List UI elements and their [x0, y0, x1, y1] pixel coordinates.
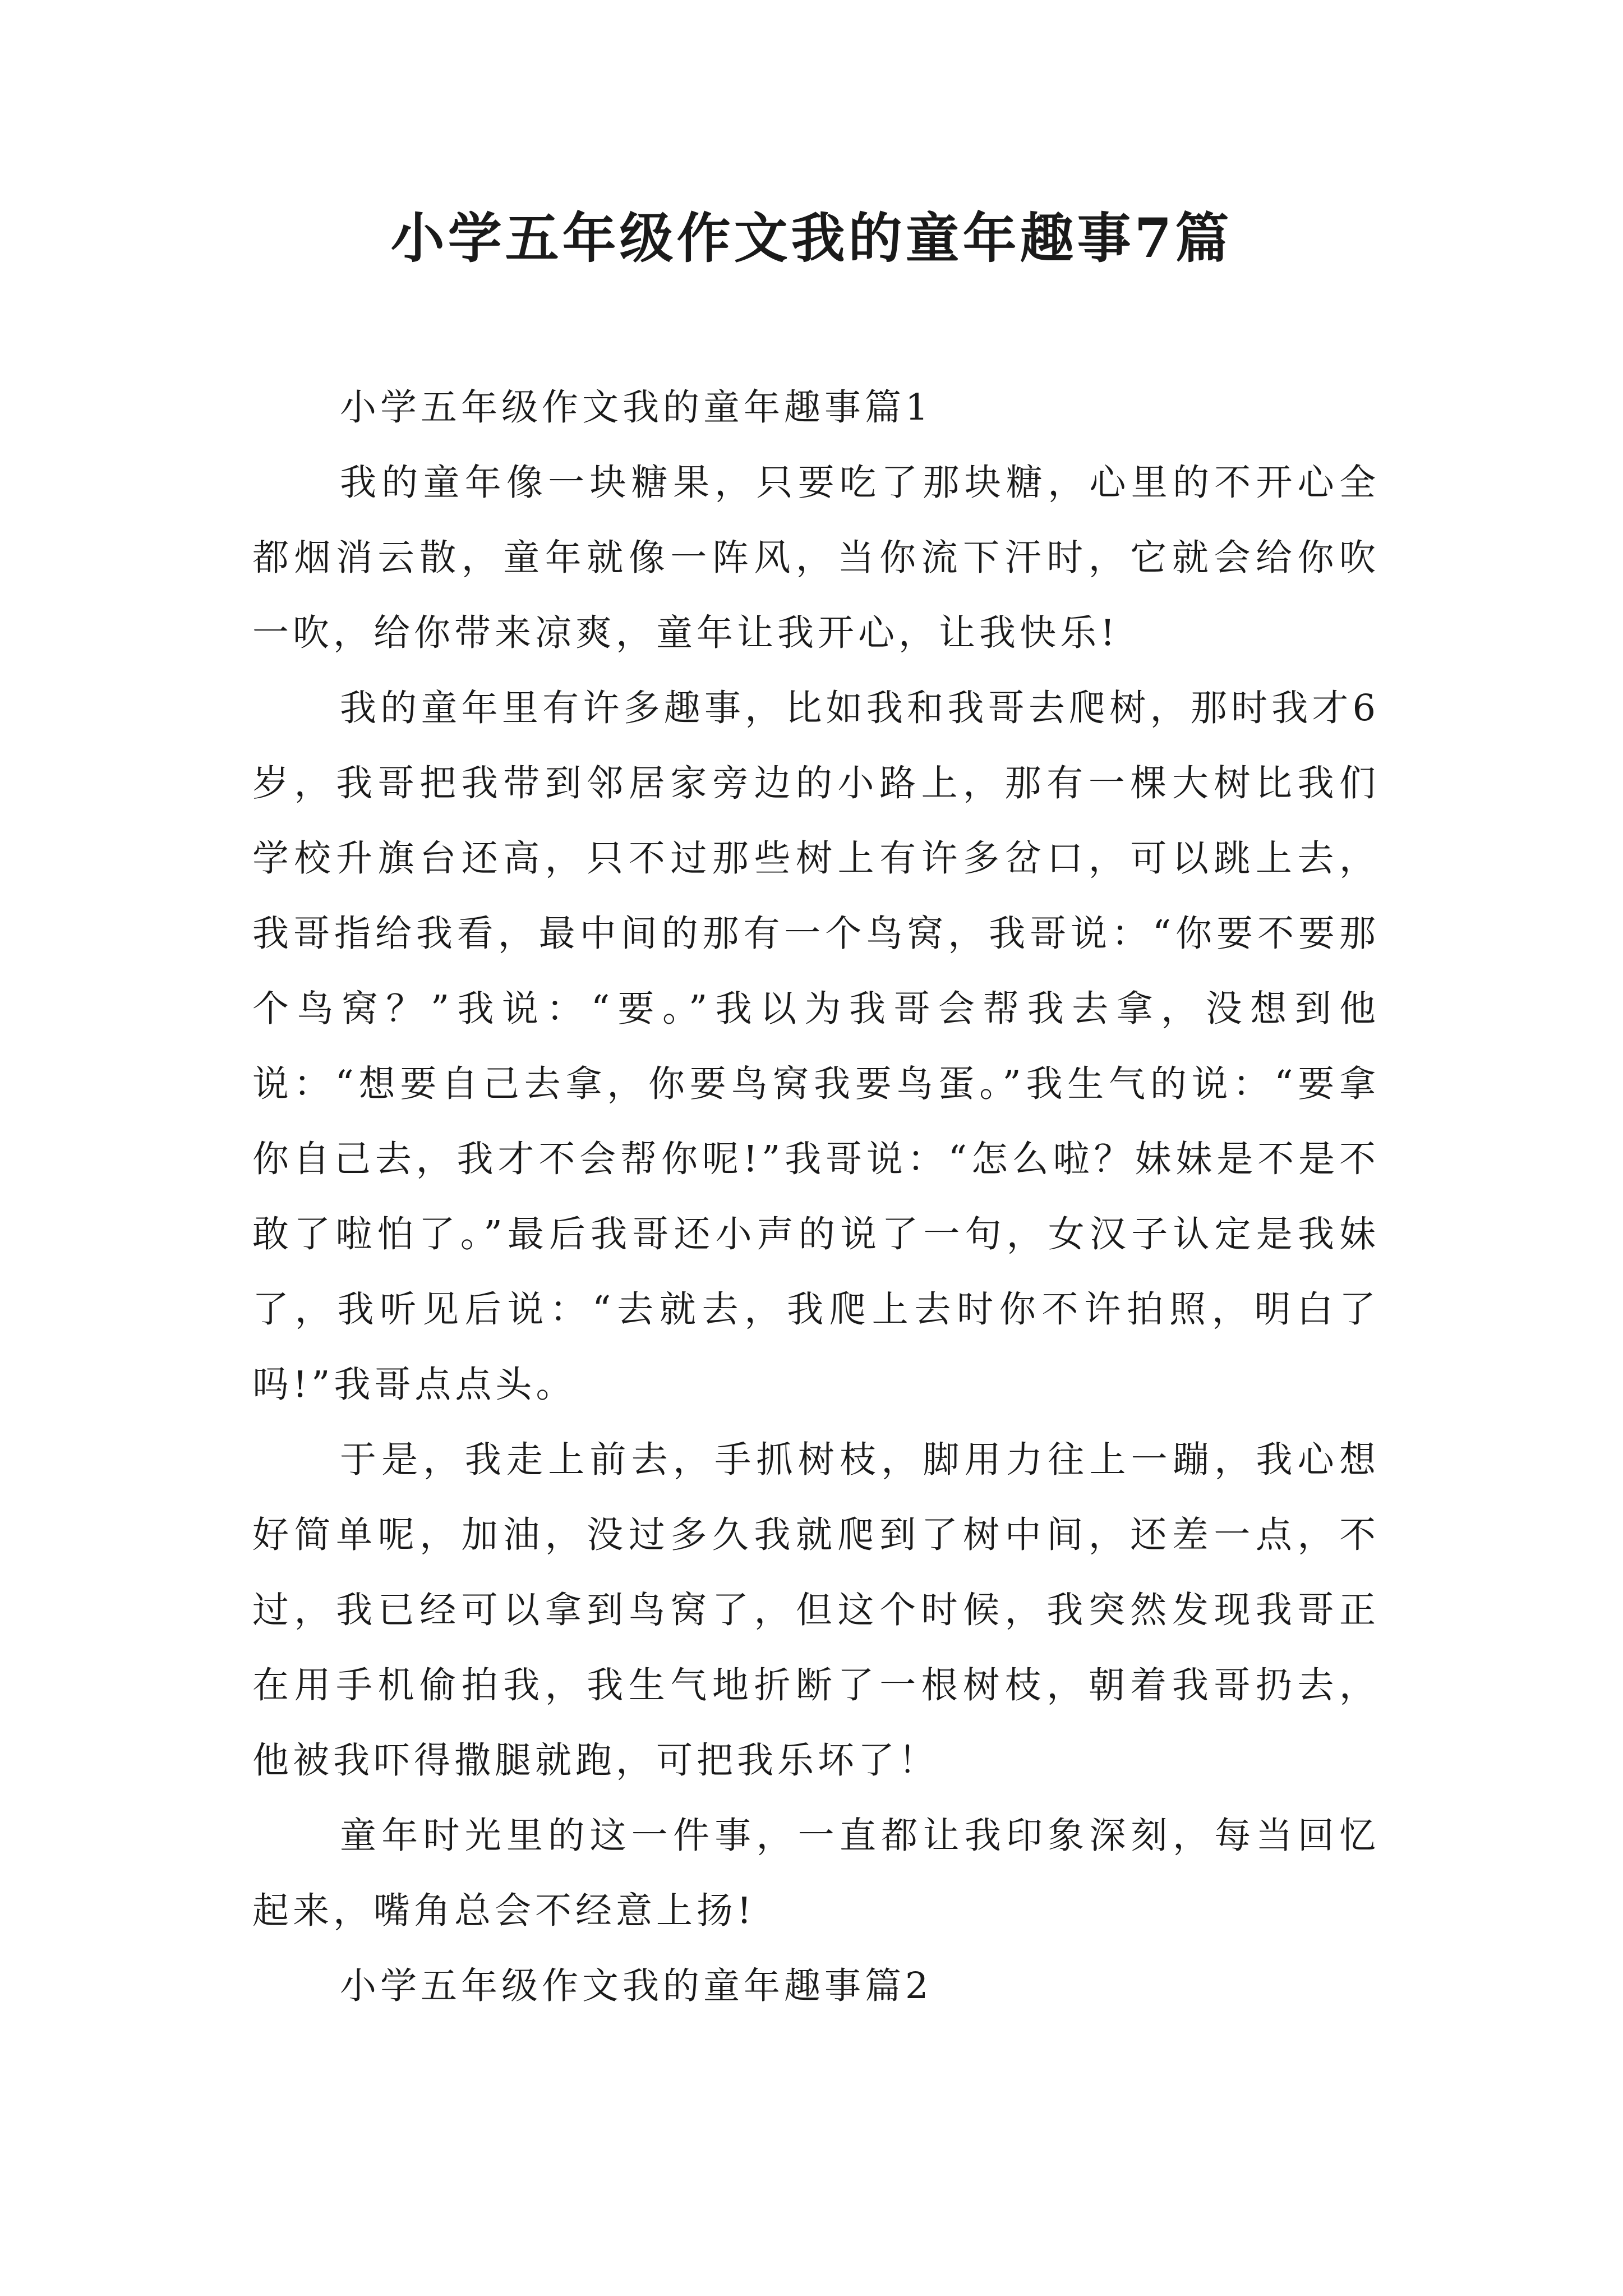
paragraph: 童年时光里的这一件事，一直都让我印象深刻，每当回忆起来，嘴角总会不经意上扬!	[252, 1815, 1380, 1932]
section-heading-1: 小学五年级作文我的童年趣事篇1	[340, 386, 933, 429]
document-body	[252, 370, 1380, 2024]
paragraph: 于是，我走上前去，手抓树枝，脚用力往上一蹦，我心想好简单呢，加油，没过多久我就爬到了树中间，还差一点，不过，我已经可以拿到鸟窝了，但这个时候，我突然发现我哥正在用手机偷拍我，我生气地折断了一根树枝，朝着我哥扔去，他被我吓得撒腿就跑，可把我乐坏了！	[252, 1439, 1380, 1782]
document-title: 小学五年级作文我的童年趣事7篇	[390, 206, 1233, 270]
paragraph: 我的童年里有许多趣事，比如我和我哥去爬树，那时我才6岁，我哥把我带到邻居家旁边的小路上，那有一棵大树比我们学校升旗台还高，只不过那些树上有许多岔口，可以跳上去，我哥指给我看，最中间的那有一个鸟窝，我哥说：“你要不要那个鸟窝？”我说：“要。”我以为我哥会帮我去拿，没想到他说：“想要自己去拿，你要鸟窝我要鸟蛋。”我生气的说：“要拿你自己去，我才不会帮你呢!”我哥说：“怎么啦？妹妹是不是不敢了啦怕了。”最后我哥还小声的说了一句，女汉子认定是我妹了，我听见后说：“去就去，我爬上去时你不许拍照，明白了吗!”我哥点点头。	[252, 687, 1380, 1406]
paragraph: 我的童年像一块糖果，只要吃了那块糖，心里的不开心全都烟消云散，童年就像一阵风，当你流下汗时，它就会给你吹一吹，给你带来凉爽，童年让我开心，让我快乐!	[252, 462, 1380, 654]
section-heading-2: 小学五年级作文我的童年趣事篇2	[340, 1965, 933, 2007]
